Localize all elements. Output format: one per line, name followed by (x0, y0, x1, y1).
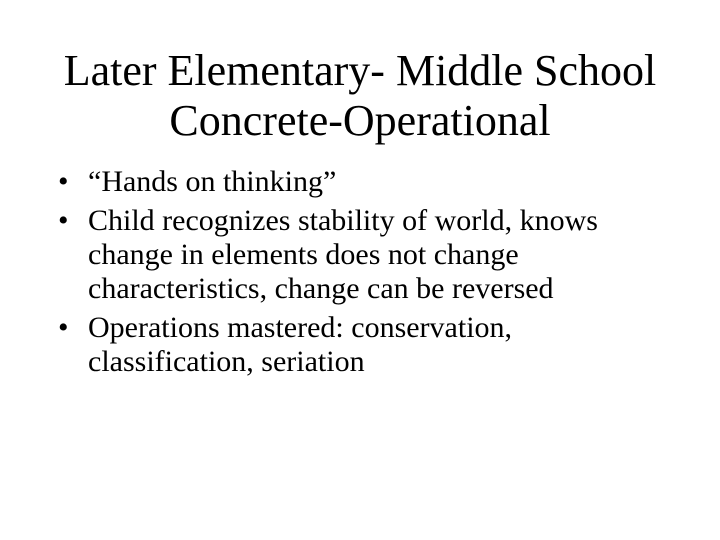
bullet-marker: • (58, 204, 69, 237)
bullet-text-line: classification, seriation (88, 345, 365, 378)
bullet-text-line: Operations mastered: conservation, (88, 311, 513, 344)
bullet-marker: • (58, 311, 69, 344)
bullet-text-line: characteristics, change can be reversed (88, 272, 554, 305)
bullet-item-stability (58, 204, 698, 306)
bullet-text-line: “Hands on thinking” (88, 165, 337, 198)
slide-title (36, 46, 684, 146)
bullet-text-line: change in elements does not change (88, 238, 519, 271)
title-line-1: Later Elementary- Middle School (63, 46, 657, 95)
bullet-list (58, 165, 698, 384)
bullet-item-hands-on-thinking (58, 165, 698, 199)
title-line-2: Concrete-Operational (169, 96, 551, 145)
bullet-item-operations (58, 311, 698, 379)
bullet-marker: • (58, 165, 69, 198)
bullet-text-line: Child recognizes stability of world, knows (88, 204, 598, 237)
